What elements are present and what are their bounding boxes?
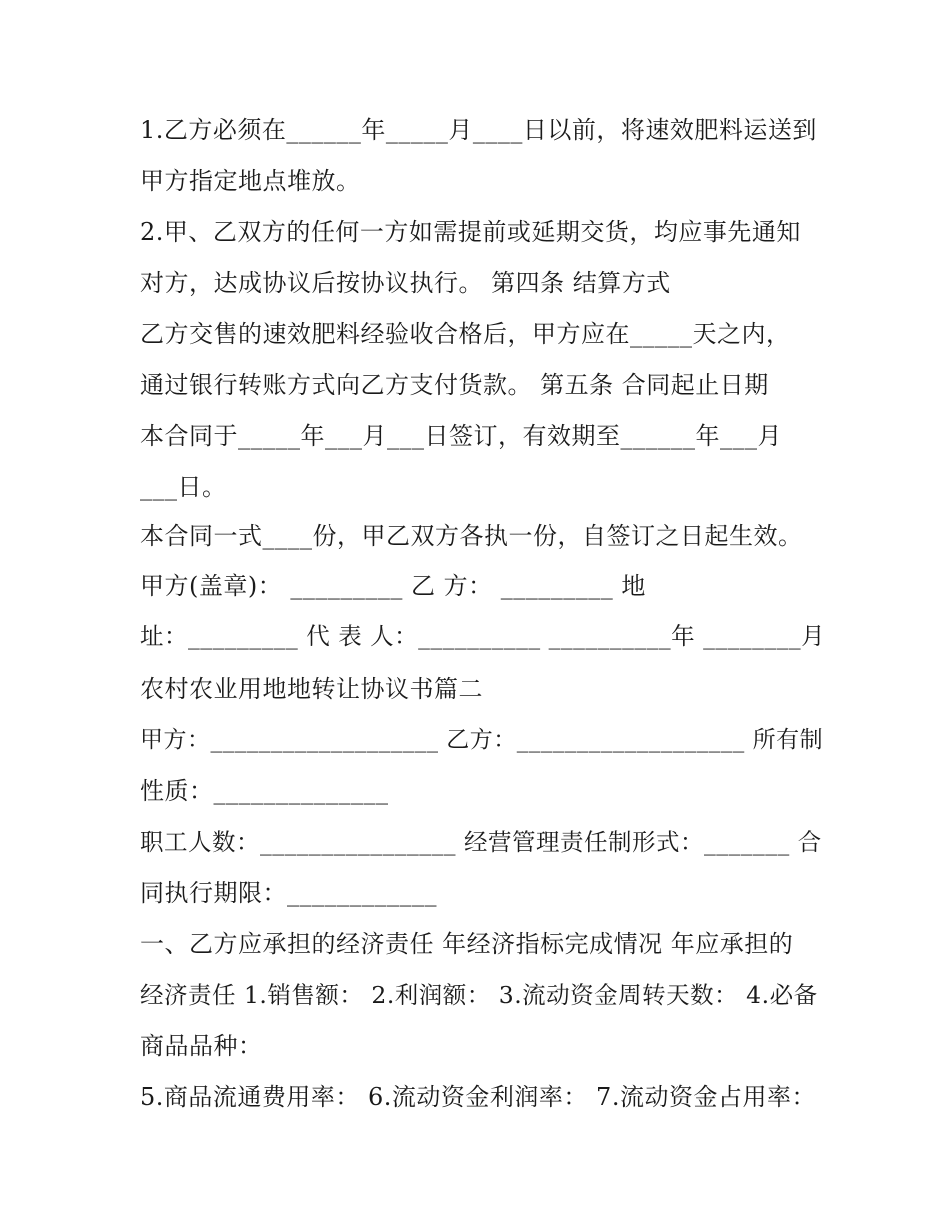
text-line: 2.甲、乙双方的任何一方如需提前或延期交货，均应事先通知 (140, 218, 801, 246)
text-line: 一、乙方应承担的经济责任 年经济指标完成情况 年应承担的 (140, 930, 794, 958)
text-line: ___日。 (140, 473, 227, 501)
text-line: 职工人数：________________ 经营管理责任制形式：_______ 合 (140, 828, 822, 856)
text-line: 本合同一式____份，甲乙双方各执一份，自签订之日起生效。 (140, 522, 803, 550)
text-line: 乙方交售的速效肥料经验收合格后，甲方应在_____天之内， (140, 320, 791, 348)
section-title: 农村农业用地地转让协议书篇二 (140, 675, 483, 703)
text-line: 本合同于_____年___月___日签订，有效期至______年___月 (140, 422, 782, 450)
text-line: 同执行期限：____________ (140, 879, 437, 907)
signature-line: 址：_________ 代 表 人：__________ __________年 ________月 (140, 622, 826, 650)
text-line: 性质：______________ (140, 777, 389, 805)
signature-line: 甲方(盖章)： _________ 乙 方： _________ 地 (140, 572, 646, 600)
text-line: 对方，达成协议后按协议执行。 第四条 结算方式 (140, 269, 671, 297)
text-line: 5.商品流通费用率： 6.流动资金利润率： 7.流动资金占用率： (140, 1083, 816, 1111)
text-line: 商品品种： (140, 1032, 263, 1060)
text-line: 甲方指定地点堆放。 (140, 167, 361, 195)
text-line: 甲方：___________________ 乙方：___________________ 所有制 (140, 727, 824, 753)
text-line: 通过银行转账方式向乙方支付货款。 第五条 合同起止日期 (140, 371, 769, 399)
text-line: 1.乙方必须在______年_____月____日以前，将速效肥料运送到 (140, 116, 817, 144)
text-line: 经济责任 1.销售额： 2.利润额： 3.流动资金周转天数： 4.必备 (140, 981, 818, 1009)
